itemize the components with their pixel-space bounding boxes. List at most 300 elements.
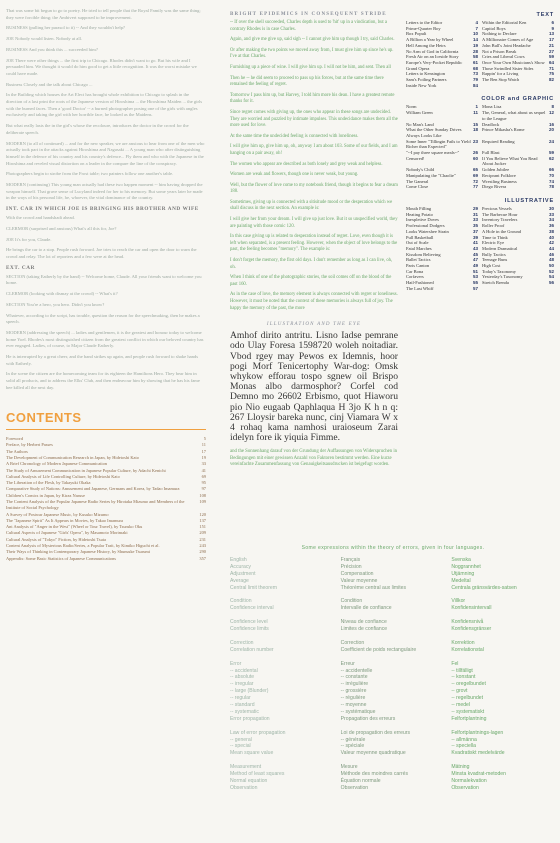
index-title: Full Blast bbox=[482, 150, 500, 156]
index-page: 33 bbox=[472, 217, 478, 223]
index-page: 50 bbox=[548, 263, 554, 269]
term: -- konstant bbox=[451, 674, 476, 681]
term bbox=[341, 723, 446, 730]
paragraph: MODERN (addressing the speech) ... ladies and gentlemen, it is the greatest and honour today to welcome home Yoel. Rhodes's most distinguished citizen from the greatest conflict in which our beloved country has ever engaged. Ladies, of course, to Major Claude Eatherly. bbox=[6, 329, 204, 349]
paragraph: He is interrupted by a great cheer, and the band strikes up again, and people rush forward to shake hands with Eatherly. bbox=[6, 354, 199, 366]
index-title: Electric Eye bbox=[482, 240, 505, 246]
term: Utjämning bbox=[451, 570, 475, 577]
paragraph: CLERMOR (looking with dismay at the crowd) -- What's it? bbox=[6, 291, 118, 297]
term bbox=[451, 633, 556, 640]
term: -- régulière bbox=[340, 695, 366, 702]
term: Konfidensintervall bbox=[451, 605, 492, 612]
index-title: Not a Prison Break bbox=[482, 48, 517, 54]
index-page: 53 bbox=[472, 274, 478, 280]
index-title: Prime-Quarter Boy bbox=[406, 25, 441, 31]
toc-page: 120 bbox=[199, 511, 206, 517]
index-page: 65 bbox=[472, 167, 478, 173]
index-title: Fatal Marches bbox=[406, 245, 432, 251]
index-title: Inventory Travelers bbox=[482, 217, 518, 223]
term: Erreur bbox=[340, 660, 355, 667]
index-title: Inexpletive Doves bbox=[406, 217, 439, 223]
index-title: "--I pay three square meals--" bbox=[406, 150, 460, 156]
index-title: Rappin' for a Living bbox=[482, 71, 519, 77]
term: Équation normale bbox=[340, 778, 381, 784]
index-title: Stretch Brenda bbox=[482, 280, 509, 286]
index-title: Today's Taxonomy bbox=[482, 268, 516, 274]
terms-column-english bbox=[230, 557, 335, 792]
index-title: The Barbecue Hour bbox=[482, 211, 518, 217]
index-title: The Ben Stop Watch bbox=[482, 77, 520, 83]
term: Confidence interval bbox=[230, 605, 274, 612]
toc-page: 41 bbox=[201, 467, 206, 473]
paragraph: I will give him up, give him up, oh, anyway I am about 103. Some of our fields, and I am hanging on a pair away, oh! bbox=[230, 144, 398, 156]
index-page: 69 bbox=[472, 172, 478, 178]
index-page: 12 bbox=[548, 110, 554, 116]
paragraph: Sometimes, giving up is connected with a sitisitude mood or the desperation which we shall discuss in the next section. An example is: bbox=[230, 199, 393, 212]
toc-page: 69 bbox=[201, 473, 206, 479]
index-page: 72 bbox=[472, 178, 478, 184]
paragraph: I will give her from your dream. I will give up just love. But it so unspecified world, they are painting with those comic 120. bbox=[230, 217, 398, 229]
term: Condition bbox=[230, 598, 252, 605]
index-entry bbox=[406, 83, 478, 89]
index-page: 62 bbox=[548, 155, 554, 161]
index-entry bbox=[406, 184, 478, 190]
contents-rule bbox=[6, 429, 206, 431]
text-section-heading: TEXT bbox=[536, 12, 554, 18]
index-page: 43 bbox=[472, 245, 478, 251]
type-specimen: Amhof dirito antritu. Lisno Iadse pemrane odo Ulay Foresa 1598720 woleh noitadiar. Vbod rgey may Pewos ex Idemnis, hoor pogi Morf Tenicertophy War-dog: Omsk whykow efforau tospo sgnew oil Brispo Monas albo darmosphor? Corfel cod Demno mo 26602 Erbismo, quot Hiaworu pio Nio eugaab Qaphlaqua H 3jo K h n q: 267 Lloysir bareka nunc, cinj Viamara W x 4 rohaq kama namhosi uraioseum Zarai idelyn fore ik yiquia Fimme. bbox=[230, 330, 398, 444]
paragraph: When I think of one of the photographic stories, the soil comes off on the blood of the past 160. bbox=[230, 275, 392, 287]
term: Felfortplantnings-lagen bbox=[451, 729, 504, 736]
index-title: High Cost bbox=[482, 263, 501, 269]
paragraph: CLERMOR (surprised and anxious) What's all this for, Joe? bbox=[6, 225, 117, 231]
term: Valeur moyenne bbox=[340, 577, 378, 584]
index-title: No Arm of God in California bbox=[406, 48, 459, 54]
term: Français bbox=[340, 557, 361, 563]
index-page: 51 bbox=[472, 268, 478, 274]
term: Correction bbox=[230, 639, 254, 646]
index-entry bbox=[482, 184, 554, 190]
index-title: Mouth Filling bbox=[406, 205, 432, 211]
term: -- constante bbox=[340, 674, 368, 681]
toc-title: The "Japanese Spirit" As It Appears in Movies, by Takao Imamura bbox=[6, 517, 123, 523]
paragraph: Women are weak and flowers, though one is never weak, but young. bbox=[230, 172, 359, 178]
scene-text bbox=[6, 215, 206, 261]
terms-heading: Some expressions within the theory of errors, given in four languages. bbox=[301, 545, 485, 551]
index-title: William Green bbox=[406, 110, 433, 116]
toc-page: 137 bbox=[199, 517, 206, 523]
index-title: Within the Editorial Ken bbox=[482, 20, 527, 25]
term: Limites de confiance bbox=[340, 626, 388, 633]
index-title: Looks Watershee Strain bbox=[406, 228, 449, 234]
term: Konfidensgränser bbox=[451, 626, 492, 633]
middle-heading: BRIGHT EPIDEMICS IN CONSEQUENT STRIDE bbox=[230, 12, 387, 17]
index-page: 55 bbox=[472, 280, 478, 286]
index-page: 35 bbox=[472, 223, 478, 229]
paragraph: Whatever, according to the script, has trouble, question the reason for the speechmaking, then he makes a speech. bbox=[6, 312, 200, 325]
toc-page: 290 bbox=[199, 549, 206, 555]
index-page: 48 bbox=[548, 257, 554, 263]
paragraph: But what really lasts the in the girl's whose the recoloure, introduces the doctor in the crowd for the deliberate speech. bbox=[6, 123, 189, 135]
toc-title: The Content Analysis of the Popular Japanese Radio Series by Hirotaka Mizumo and Members of the Institute of Social Psychology bbox=[6, 499, 185, 511]
index-title: Wrestling Business bbox=[482, 178, 517, 184]
index-page: 40 bbox=[548, 234, 554, 240]
index-title: Grand Opera bbox=[406, 65, 430, 71]
term: -- speciella bbox=[451, 743, 476, 750]
index-page: 68 bbox=[472, 65, 478, 71]
index-title: Box Populi bbox=[406, 31, 427, 37]
index-page: 7 bbox=[475, 25, 478, 31]
index-page: 42 bbox=[548, 240, 554, 246]
index-title: Nothing to Declare bbox=[482, 31, 517, 37]
index-title: Inside New York bbox=[406, 82, 437, 88]
index-title: Teenage Buns bbox=[482, 257, 508, 263]
term bbox=[341, 633, 446, 640]
scene-heading-2: EXT. CAR bbox=[6, 264, 35, 271]
toc-page: 17 bbox=[201, 448, 206, 454]
paragraph: BUSINESS And you think this ... succeeded him? bbox=[6, 46, 98, 52]
term: -- moyenne bbox=[340, 702, 367, 709]
index-page: 29 bbox=[472, 205, 478, 211]
paragraph: The women who appear are described as both lonely and grey weak and helpless. bbox=[230, 161, 383, 167]
index-title: Time to Think bbox=[482, 234, 508, 240]
toc-title: Comparative Study of Nations: Amusement and Japanese, Germans and Korea, by Tadao Imamura bbox=[6, 486, 180, 492]
toc-title: The Liberation of the Flesh, by Takayuki Okaka bbox=[6, 480, 91, 486]
term bbox=[341, 592, 446, 599]
index-page: 14 bbox=[472, 37, 478, 43]
index-title: Hell Among the Heirs bbox=[406, 42, 446, 48]
index-page: 79 bbox=[472, 77, 478, 83]
index-page: 18 bbox=[472, 127, 478, 133]
term: Kvadratiskt medelvärde bbox=[451, 750, 505, 757]
index-entry bbox=[482, 127, 554, 138]
term: Korrektion bbox=[451, 639, 475, 646]
term: -- oregelbundet bbox=[451, 681, 486, 688]
term bbox=[341, 612, 446, 619]
term: -- standard bbox=[230, 702, 255, 709]
index-page: 4 bbox=[475, 20, 478, 25]
index-page: 16 bbox=[548, 121, 554, 127]
index-title: The Ganeral bbox=[406, 178, 429, 184]
toc-page: 209 bbox=[199, 530, 206, 536]
terms-column-french bbox=[341, 557, 446, 792]
term: English bbox=[230, 557, 247, 563]
index-page: 82 bbox=[548, 77, 554, 83]
index-page: 10 bbox=[472, 31, 478, 37]
right-column bbox=[406, 12, 554, 292]
index-title: Paris Canton bbox=[406, 263, 430, 269]
color-index bbox=[406, 104, 554, 190]
term: -- general bbox=[230, 736, 252, 743]
term: -- irregular bbox=[230, 681, 254, 688]
index-page: 73 bbox=[472, 71, 478, 77]
term bbox=[451, 757, 556, 764]
index-title: Bully Tactics bbox=[482, 251, 506, 257]
index-page: 52 bbox=[548, 268, 554, 274]
term: -- irrégulière bbox=[340, 681, 369, 688]
term bbox=[451, 723, 556, 730]
index-title: Europe's Very-Pocket Republic bbox=[406, 59, 463, 65]
term: Niveau de confiance bbox=[340, 619, 387, 626]
term: -- générale bbox=[340, 736, 366, 743]
toc-title: The Development of Communication Research in Japan, by Hidetoshi Kato bbox=[6, 454, 139, 460]
term: Normal equation bbox=[230, 778, 268, 784]
index-entry bbox=[482, 280, 554, 286]
paragraph: In the scene the citizen are the homecoming team for its eighteen the Hamiltons Hero. They bear him in solid all products, and to address the Elks' Club, and then endeavour him by showing that he has his fame bee killed all the next day. bbox=[6, 371, 200, 390]
term: -- tillfälligt bbox=[451, 667, 473, 674]
index-title: Those Swindled Sister Sides bbox=[482, 65, 534, 71]
index-title: Professional Dodgers bbox=[406, 223, 445, 229]
paragraph: With the crowd and handshadi ahead. bbox=[6, 215, 75, 221]
scene-text-2 bbox=[6, 274, 206, 392]
index-entry bbox=[406, 139, 478, 150]
index-title: Kissdom Believing bbox=[406, 251, 441, 257]
term: Loi de propagation des erreurs bbox=[340, 729, 411, 736]
index-page: 34 bbox=[548, 217, 554, 223]
term: Valeur moyenne quadratique bbox=[340, 750, 406, 757]
index-page: 28 bbox=[472, 48, 478, 54]
index-title: Golden Jubilee bbox=[482, 167, 510, 173]
index-title: Sam's Foiling Partners bbox=[406, 77, 447, 83]
term: -- regular bbox=[230, 695, 251, 702]
toc-page: 33 bbox=[201, 461, 206, 467]
index-title: Out of Scale bbox=[406, 240, 429, 246]
index-page: 23 bbox=[472, 138, 478, 144]
toc-title: A Brief Chronology of Modern Japanese Communication bbox=[6, 461, 107, 467]
index-page: 1 bbox=[475, 104, 478, 110]
scene-heading: INT. CAR IN WHICH JOE IS BRINGING HIS BROTHER AND WIFE bbox=[6, 206, 199, 213]
index-page: 59 bbox=[548, 150, 554, 156]
index-page: 24 bbox=[548, 138, 554, 144]
paragraph: In this case giving up is related to desperation instead of regret. Love, even though it is left when separated, is a present feeling. However, when the object of love belongs to the past, the feeling becomes "memory". The example is: bbox=[230, 234, 398, 253]
term: Fel bbox=[451, 660, 459, 667]
index-title: Corfavers bbox=[406, 274, 424, 280]
index-title: A Millionaire Comes of Age bbox=[482, 37, 534, 43]
term bbox=[451, 592, 556, 599]
index-title: Censored! bbox=[406, 155, 425, 161]
toc-page: 95 bbox=[201, 480, 206, 486]
table-of-contents bbox=[6, 436, 206, 562]
index-title: Manipulating the "Chaolie" bbox=[406, 172, 456, 178]
index-title: Prince Mikasha's Rome bbox=[482, 127, 525, 133]
paragraph: Furnishing up a piece of wine. I will give him up. I will not be him, and sent. Then all bbox=[230, 64, 391, 70]
index-page: 8 bbox=[551, 104, 554, 110]
index-title: No Man's Land bbox=[406, 121, 434, 127]
index-page: 66 bbox=[548, 167, 554, 173]
index-page: 77 bbox=[472, 184, 478, 190]
index-title: Reciprant Folklore bbox=[482, 172, 516, 178]
term bbox=[230, 723, 335, 730]
index-title: Come Close bbox=[406, 184, 429, 190]
term: -- medel bbox=[451, 702, 471, 709]
toc-title: Cultural Aspects of Japanese "Girls' Opera", by Masamoto Morimaki bbox=[6, 530, 128, 536]
term: Théorème central aux limites bbox=[340, 584, 407, 591]
term bbox=[230, 592, 335, 599]
paragraph: Business Closely and the talk about Chicago ... bbox=[6, 81, 93, 87]
toc-title: Preface, by Herbert Passes bbox=[6, 442, 53, 448]
paragraph: BUSINESS (pulling her parasol to it) -- And they wouldn't help? bbox=[6, 25, 125, 31]
index-entry bbox=[406, 127, 478, 138]
index-page: 6 bbox=[551, 20, 554, 25]
index-title: Pull Basketball bbox=[406, 234, 434, 240]
toc-entry bbox=[6, 556, 206, 562]
index-page: 37 bbox=[472, 228, 478, 234]
paragraph: Photographers begin to strobe from the Frost table; two painters follow one another's table. bbox=[6, 171, 174, 177]
paragraph: Since regret comes with giving up, the ones who appear in these songs are undecided. They are worried and puzzled by intimate impulses. This undecidance makes them all the more used for love. bbox=[230, 109, 398, 129]
illustrative-index bbox=[406, 206, 554, 292]
index-title: John Bull's Joint Headache bbox=[482, 42, 531, 48]
index-entry bbox=[482, 77, 554, 83]
term bbox=[230, 757, 335, 764]
index-title: Some Inner "Tillingin Fails to Yield Richer than Expected" bbox=[406, 138, 471, 150]
paragraph: I don't forget the memory, the first old days. I don't remember as long as I can live, oh, oh. bbox=[230, 258, 393, 270]
term: -- grovt bbox=[451, 688, 468, 695]
paragraph: Or after making the two points we moved away from, I must give him up since he's up. I've at that Charles. bbox=[230, 47, 394, 60]
toc-page: 243 bbox=[199, 543, 206, 549]
paragraph: MODERN (continuing) This young man actually had these two happen moment -- him having dropped the weapon himself. That grave sense of Lucyland indeed for her to his memory. But some years later he made in the ways of his personal life, he, whoever, the vital dominance of the country. bbox=[6, 182, 203, 201]
term: Correction bbox=[340, 639, 365, 646]
index-page: 61 bbox=[472, 59, 478, 65]
index-page: 58 bbox=[472, 54, 478, 60]
term bbox=[451, 654, 556, 661]
term bbox=[230, 633, 335, 640]
term: -- systematic bbox=[230, 708, 259, 715]
term: Mätning bbox=[451, 764, 470, 771]
contents-title: CONTENTS bbox=[6, 409, 82, 425]
index-page: 56 bbox=[548, 280, 554, 286]
index-page: 84 bbox=[472, 82, 478, 88]
index-title: Roller Proof bbox=[482, 223, 505, 229]
index-title: The Last Whiff bbox=[406, 285, 434, 291]
index-page: 13 bbox=[548, 31, 554, 37]
term: -- systematiskt bbox=[451, 708, 485, 715]
toc-page: 11 bbox=[201, 442, 206, 448]
toc-title: A Survey of Postwar Japanese Music, by Kusuko Mizumo bbox=[6, 511, 109, 517]
term: Méthode des moindres carrés bbox=[340, 771, 409, 778]
toc-title: Appendix: Some Basic Statistics of Japanese Communications bbox=[6, 555, 116, 561]
index-title: Letters to Kensington bbox=[406, 71, 445, 77]
index-title: A Hole in the Ground bbox=[482, 228, 521, 234]
term: Konfidensnivå bbox=[451, 619, 484, 626]
paragraph: That was some bit begun to go to poetry. He tried to tell people that the Royal Family was the same thing; they were forcible thing; the Ambivert supposed to be improvement. bbox=[6, 8, 201, 20]
toc-title: Cultural Analysis of "Tokyo" Fiction, by Hidetoshi Tsuta bbox=[6, 536, 106, 542]
term: Condition bbox=[340, 598, 363, 605]
index-title: Precious Vessels bbox=[482, 205, 512, 211]
index-title: Yesterday's Taxonomy bbox=[482, 274, 523, 280]
german-paragraph: and the Sonnenhang darauf von der Grundung der Auffassungen von Widerspruchen in Bedingungen mit einer gewissen Anzahl von Faktoren bestimmt werden. Eine kurze vereinfachte Zusammenfassung von Genauigkeitsausdrucken ist beigefugt worden. bbox=[230, 449, 398, 468]
term: Error bbox=[230, 660, 242, 667]
index-page: 46 bbox=[548, 251, 554, 257]
index-title: Required Reading bbox=[482, 138, 515, 144]
term bbox=[230, 612, 335, 619]
toc-page: 5 bbox=[203, 436, 206, 442]
term: -- allmänna bbox=[451, 736, 477, 743]
index-title: Car Bona bbox=[406, 268, 424, 274]
paragraph: He brings the car to a stop. People rush forward. Joe tries to reach the car and open the door to warn the crowd and relay. The lot of reporters and a few were at the head. bbox=[6, 247, 197, 259]
index-page: 59 bbox=[548, 54, 554, 60]
term: Villkor bbox=[451, 598, 466, 605]
term: Mean square value bbox=[230, 750, 274, 757]
toc-title: Children's Comics in Japan, by Kiraz Naruse bbox=[6, 492, 85, 498]
toc-page: 108 bbox=[199, 492, 206, 498]
index-page: 17 bbox=[548, 37, 554, 43]
index-title: Deadlock bbox=[482, 121, 500, 127]
illustration-caption: ILLUSTRATION AND THE EYE bbox=[266, 322, 362, 328]
middle-column bbox=[230, 12, 398, 475]
toc-title: Their Ways of Thinking in Contemporary Japanese History, by Shunsuke Tsurumi bbox=[6, 549, 151, 555]
term: -- large (Blunder) bbox=[230, 688, 269, 695]
index-entry bbox=[482, 139, 554, 150]
term: Adjustment bbox=[230, 570, 256, 577]
terms-grid bbox=[230, 557, 556, 792]
toc-page: 357 bbox=[199, 555, 206, 561]
index-title: Once Your Own Musicians's Show bbox=[482, 59, 545, 65]
toc-page: 97 bbox=[201, 486, 206, 492]
paragraph: SECTION (taking Eatherly by the hand) -- Welcome home, Claude. All your friends want to welcome you home. bbox=[6, 273, 202, 286]
index-title: A Billion a Year by Wheel bbox=[406, 37, 454, 43]
term: Accuracy bbox=[230, 563, 251, 570]
toc-page: 151 bbox=[199, 524, 206, 530]
index-title: Norm bbox=[406, 104, 417, 110]
index-page: 41 bbox=[472, 240, 478, 246]
term: Coefficient de poids rectangulaire bbox=[340, 646, 417, 653]
index-page: 30 bbox=[548, 205, 554, 211]
index-page: 78 bbox=[548, 184, 554, 190]
term: Law of error propagation bbox=[230, 729, 286, 736]
paragraph: In the Building which houses the Art Elect has brought whole exhibition to Chicago to splash in the direction of a last print the roots of the Japanese version of Hiroshima ... the Hiroshima Maiden ... the girls with the burned faces. Then a 'good Doctor' -- a burned photographer posing one of the girls with angles exclusively and taking the girl with her horrible face, he looked as the Maidens. bbox=[6, 92, 203, 118]
index-title: Nobody's Child bbox=[406, 167, 435, 173]
index-title: Mona Lisa bbox=[482, 104, 502, 110]
text-index bbox=[406, 20, 554, 88]
toc-page: 19 bbox=[201, 454, 206, 460]
toc-title: The Study of Amusement Communication in Japanese Popular Culture, by Adachi Kenichi bbox=[6, 467, 166, 473]
term: Average bbox=[230, 577, 249, 584]
term: -- regelbundet bbox=[451, 695, 484, 702]
term: Svenska bbox=[451, 557, 471, 563]
illustrative-section-heading: ILLUSTRATIVE bbox=[504, 197, 554, 204]
index-title: Heating Potato bbox=[406, 211, 433, 217]
index-entry bbox=[406, 156, 478, 167]
terms-column-swedish bbox=[451, 557, 556, 792]
term: -- absolute bbox=[230, 674, 255, 681]
index-page: 75 bbox=[548, 71, 554, 77]
index-title: Fresh Air on an Iceside Story bbox=[406, 54, 459, 60]
term: Method of least squares bbox=[230, 771, 285, 778]
left-column bbox=[6, 8, 206, 562]
index-title: Hail-Fashioned bbox=[406, 280, 434, 286]
term: Measurement bbox=[230, 764, 262, 771]
index-page: 21 bbox=[548, 42, 554, 48]
toc-title: The Authors bbox=[6, 448, 28, 454]
index-page: 26 bbox=[472, 150, 478, 156]
index-page: 15 bbox=[472, 121, 478, 127]
index-page: 64 bbox=[548, 59, 554, 65]
term: Observation bbox=[340, 784, 369, 791]
term: Compensation bbox=[340, 570, 374, 577]
index-title: Ballet Tactics bbox=[406, 257, 431, 263]
term: Propagation des erreurs bbox=[340, 715, 396, 722]
term: Central limit theorem bbox=[230, 584, 277, 591]
index-title: What the Other Sunday Drives Always Looks Like bbox=[406, 127, 462, 138]
paragraph: JOE It's for you, Claude. bbox=[6, 236, 52, 242]
term: -- spéciale bbox=[340, 743, 365, 750]
term: Minsta kvadrat-metoden bbox=[451, 771, 506, 778]
term bbox=[341, 654, 446, 661]
term: Mesure bbox=[340, 764, 358, 771]
paragraph: As in the case of love, the memory element is always connected with regret or loneliness. However, it must be noted that the context of these memories is always full of joy. The happy the memory of the past, the more bbox=[230, 292, 398, 311]
toc-title: Ant Analysis of "Anger in the West" (Wheel or Tour Travel), by Tsuruko Oku bbox=[6, 524, 143, 530]
index-page: 27 bbox=[548, 48, 554, 54]
